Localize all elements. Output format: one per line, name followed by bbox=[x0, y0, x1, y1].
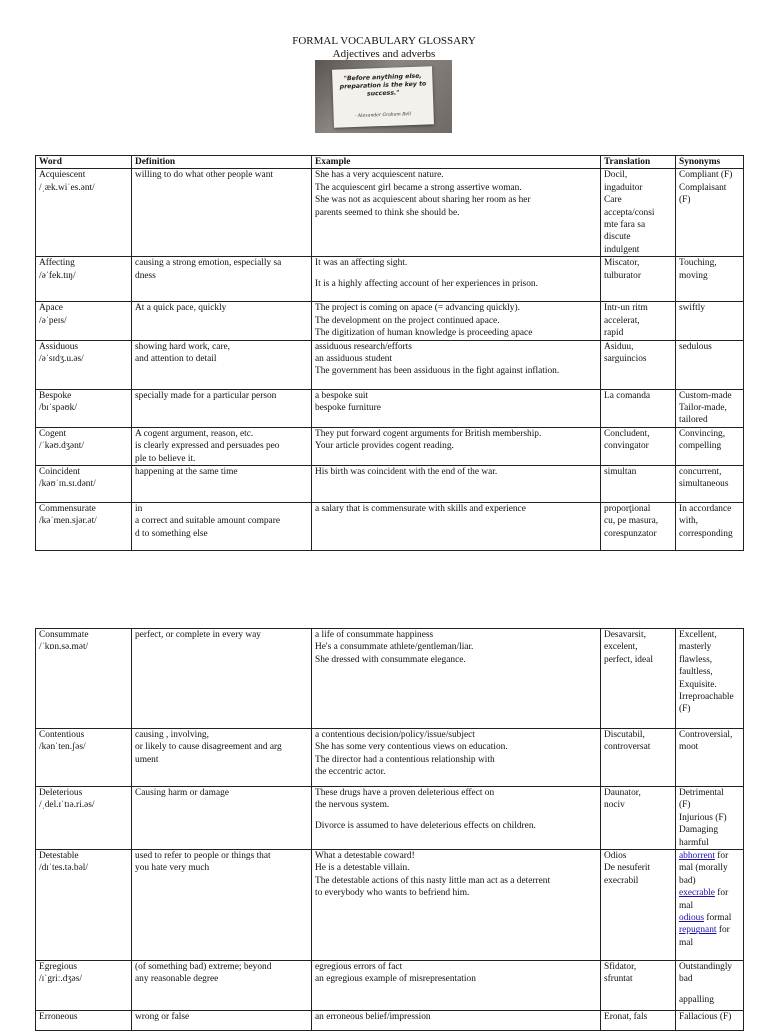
cell-line: Erroneous bbox=[39, 1012, 78, 1023]
cell-line: d to something else bbox=[135, 528, 208, 539]
word-cell bbox=[36, 1011, 132, 1031]
cell-line: /ˌæk.wiˈes.ənt/ bbox=[39, 182, 95, 193]
definition-cell bbox=[132, 466, 312, 503]
cell-line: ingaduitor bbox=[604, 182, 643, 193]
cell-line: is clearly expressed and persuades peo bbox=[135, 441, 280, 452]
word-cell bbox=[36, 340, 132, 389]
word-cell bbox=[36, 302, 132, 340]
cell-line: She dressed with consummate elegance. bbox=[315, 654, 466, 665]
cell-line: Egregious bbox=[39, 962, 78, 973]
cell-line: a bespoke suit bbox=[315, 390, 369, 401]
synonym-note: mal (morally bbox=[679, 863, 728, 874]
table-header-row bbox=[36, 156, 744, 169]
cell-line: He's a consummate athlete/gentleman/liar. bbox=[315, 642, 474, 653]
cell-line: Fallacious (F) bbox=[679, 1012, 732, 1023]
cell-line: Commensurate bbox=[39, 504, 96, 515]
translation-cell bbox=[601, 850, 676, 961]
word-cell bbox=[36, 961, 132, 1011]
cell-line: Touching, bbox=[679, 258, 717, 269]
cell-line: bespoke furniture bbox=[315, 403, 381, 414]
table-row bbox=[36, 169, 744, 257]
definition-cell bbox=[132, 340, 312, 389]
cell-line: swiftly bbox=[679, 303, 706, 314]
cell-line: Assiduous bbox=[39, 341, 79, 352]
translation-cell bbox=[601, 729, 676, 787]
cell-line: (of something bad) extreme; beyond bbox=[135, 962, 272, 973]
synonyms-cell bbox=[676, 427, 744, 465]
cell-line: Detrimental bbox=[679, 788, 724, 798]
definition-cell bbox=[132, 503, 312, 551]
synonym-link[interactable]: execrable bbox=[679, 888, 715, 899]
cell-line: accelerat, bbox=[604, 315, 640, 326]
cell-line: cu, pe masura, bbox=[604, 516, 659, 527]
cell-line: Bespoke bbox=[39, 390, 72, 401]
cell-line: Damaging bbox=[679, 825, 719, 836]
table-row bbox=[36, 302, 744, 340]
cell-line: an egregious example of misrepresentation bbox=[315, 974, 476, 985]
translation-cell bbox=[601, 1011, 676, 1031]
cell-line: Miscator, bbox=[604, 258, 640, 269]
cell-line: masterly bbox=[679, 642, 712, 653]
cell-line: Complaisant bbox=[679, 182, 727, 193]
cell-line: What a detestable coward! bbox=[315, 851, 415, 862]
cell-line: /ˌdel.ɪˈtɪə.ri.əs/ bbox=[39, 800, 95, 811]
translation-cell bbox=[601, 427, 676, 465]
example-cell bbox=[312, 302, 601, 340]
cell-line: His birth was coincident with the end of the war. bbox=[315, 467, 498, 478]
quote-text: "Before anything else, preparation is the key to success." bbox=[339, 72, 427, 98]
line-gap bbox=[679, 986, 740, 994]
cell-line bbox=[679, 937, 740, 949]
example-cell bbox=[312, 961, 601, 1011]
example-cell bbox=[312, 257, 601, 302]
word-cell bbox=[36, 466, 132, 503]
cell-line: (F) bbox=[679, 704, 691, 715]
cell-line: Custom-made bbox=[679, 390, 732, 401]
table-row bbox=[36, 389, 744, 427]
table-row bbox=[36, 257, 744, 302]
word-cell bbox=[36, 787, 132, 850]
cell-line: Outstandingly bbox=[679, 962, 733, 973]
synonym-link[interactable]: abhorrent bbox=[679, 851, 715, 862]
cell-line: a salary that is commensurate with skills and experience bbox=[315, 504, 526, 515]
cell-line: any reasonable degree bbox=[135, 974, 219, 985]
cell-line: indulgent bbox=[604, 244, 640, 255]
cell-line bbox=[679, 887, 740, 899]
word-cell bbox=[36, 427, 132, 465]
synonyms-cell bbox=[676, 729, 744, 787]
cell-line: Discutabil, bbox=[604, 730, 645, 740]
definition-cell bbox=[132, 1011, 312, 1031]
table-row bbox=[36, 466, 744, 503]
synonym-note: mal bbox=[679, 900, 694, 911]
column-header-example: Example bbox=[312, 156, 601, 169]
cell-line: (F) bbox=[679, 800, 691, 811]
synonym-note: for bbox=[714, 851, 729, 862]
cell-line: execrabil bbox=[604, 875, 639, 886]
cell-line: Tailor-made, bbox=[679, 403, 727, 414]
cell-line: causing a strong emotion, especially sa bbox=[135, 258, 282, 269]
column-header-translation: Translation bbox=[601, 156, 676, 169]
cell-line: the nervous system. bbox=[315, 800, 390, 811]
definition-cell bbox=[132, 961, 312, 1011]
cell-line: specially made for a particular person bbox=[135, 390, 277, 401]
translation-cell bbox=[601, 961, 676, 1011]
example-cell bbox=[312, 503, 601, 551]
cell-line: showing hard work, care, bbox=[135, 341, 231, 352]
cell-line: the eccentric actor. bbox=[315, 767, 386, 778]
cell-line: Exquisite. bbox=[679, 679, 717, 690]
table-row bbox=[36, 427, 744, 465]
synonyms-cell bbox=[676, 503, 744, 551]
example-cell bbox=[312, 787, 601, 850]
cell-line: willing to do what other people want bbox=[135, 170, 273, 181]
cell-line: causing , involving, bbox=[135, 730, 209, 740]
synonyms-cell bbox=[676, 302, 744, 340]
cell-line: Affecting bbox=[39, 258, 75, 269]
cell-line: He is a detestable villain. bbox=[315, 863, 410, 874]
synonyms-cell bbox=[676, 629, 744, 729]
example-cell bbox=[312, 340, 601, 389]
definition-cell bbox=[132, 629, 312, 729]
table-row bbox=[36, 850, 744, 961]
synonyms-cell bbox=[676, 466, 744, 503]
column-header-synonyms: Synonyms bbox=[676, 156, 744, 169]
example-cell bbox=[312, 629, 601, 729]
definition-cell bbox=[132, 787, 312, 850]
translation-cell bbox=[601, 503, 676, 551]
cell-line: Cogent bbox=[39, 428, 67, 439]
cell-line: Excellent, bbox=[679, 630, 717, 640]
cell-line: a life of consummate happiness bbox=[315, 630, 434, 640]
cell-line: Your article provides cogent reading. bbox=[315, 441, 454, 452]
cell-line: Consummate bbox=[39, 630, 89, 640]
translation-cell bbox=[601, 169, 676, 257]
cell-line: moving bbox=[679, 270, 708, 281]
cell-line: parents seemed to think she should be. bbox=[315, 207, 460, 218]
cell-line: She was not as acquiescent about sharing her room as her bbox=[315, 195, 531, 206]
cell-line: controversat bbox=[604, 742, 651, 753]
cell-line bbox=[679, 862, 740, 874]
example-cell bbox=[312, 427, 601, 465]
cell-line: Irreproachable bbox=[679, 692, 734, 703]
line-gap bbox=[315, 812, 597, 820]
cell-line: /bɪˈspəʊk/ bbox=[39, 403, 77, 414]
table-row bbox=[36, 629, 744, 729]
table-row bbox=[36, 340, 744, 389]
cell-line: ple to believe it. bbox=[135, 453, 196, 464]
translation-cell bbox=[601, 629, 676, 729]
cell-line: The acquiescent girl became a strong assertive woman. bbox=[315, 182, 522, 193]
synonyms-cell bbox=[676, 340, 744, 389]
translation-cell bbox=[601, 257, 676, 302]
cell-line: Asiduu, bbox=[604, 341, 634, 352]
cell-line: convingator bbox=[604, 441, 649, 452]
definition-cell bbox=[132, 850, 312, 961]
synonym-note: bad) bbox=[679, 875, 696, 886]
cell-line: Compliant (F) bbox=[679, 170, 733, 181]
column-header-word: Word bbox=[36, 156, 132, 169]
example-cell bbox=[312, 389, 601, 427]
cell-line: proporţional bbox=[604, 504, 651, 515]
cell-line: sarguincios bbox=[604, 354, 647, 365]
definition-cell bbox=[132, 427, 312, 465]
cell-line: Deleterious bbox=[39, 788, 83, 798]
synonyms-cell bbox=[676, 961, 744, 1011]
cell-line: perfect, ideal bbox=[604, 654, 653, 665]
word-cell bbox=[36, 629, 132, 729]
table-body-1 bbox=[36, 169, 744, 551]
cell-line: or likely to cause disagreement and arg bbox=[135, 742, 282, 753]
cell-line: compelling bbox=[679, 441, 722, 452]
cell-line: Daunator, bbox=[604, 788, 641, 798]
cell-line: used to refer to people or things that bbox=[135, 851, 271, 862]
synonym-note: for bbox=[716, 925, 730, 936]
example-cell bbox=[312, 850, 601, 961]
cell-line: The government has been assiduous in the fight against inflation. bbox=[315, 366, 560, 377]
synonyms-cell bbox=[676, 787, 744, 850]
cell-line: Odios bbox=[604, 851, 627, 862]
cell-line: Sfidator, bbox=[604, 962, 637, 973]
cell-line: accepta/consi bbox=[604, 207, 655, 218]
definition-cell bbox=[132, 257, 312, 302]
cell-line: a correct and suitable amount compare bbox=[135, 516, 280, 527]
cell-line: Desavarsit, bbox=[604, 630, 646, 640]
cell-line: moot bbox=[679, 742, 699, 753]
synonym-note: for bbox=[714, 888, 729, 899]
cell-line: /dɪˈtes.tə.bəl/ bbox=[39, 863, 88, 874]
cell-line: A cogent argument, reason, etc. bbox=[135, 428, 254, 439]
cell-line: /ˈkəʊ.dʒənt/ bbox=[39, 441, 84, 452]
cell-line: simultaneous bbox=[679, 479, 729, 490]
cell-line: ument bbox=[135, 754, 159, 765]
quote-image bbox=[315, 60, 452, 133]
cell-line: Divorce is assumed to have deleterious effects on children. bbox=[315, 820, 536, 831]
cell-line: /əˈsɪdʒ.u.əs/ bbox=[39, 354, 84, 365]
cell-line: Acquiescent bbox=[39, 170, 86, 181]
cell-line: appalling bbox=[679, 994, 714, 1005]
cell-line: faultless, bbox=[679, 667, 713, 678]
synonyms-cell bbox=[676, 850, 744, 961]
cell-line: Docil, bbox=[604, 170, 628, 181]
cell-line: Apace bbox=[39, 303, 63, 314]
cell-line: dness bbox=[135, 270, 156, 281]
quote-author: - Alexander Graham Bell bbox=[354, 112, 412, 119]
translation-cell bbox=[601, 466, 676, 503]
translation-cell bbox=[601, 787, 676, 850]
cell-line: The development on the project continued apace. bbox=[315, 315, 500, 326]
table-row bbox=[36, 787, 744, 850]
definition-cell bbox=[132, 302, 312, 340]
translation-cell bbox=[601, 340, 676, 389]
cell-line: /əˈfek.tɪŋ/ bbox=[39, 270, 76, 281]
cell-line: nociv bbox=[604, 800, 625, 811]
definition-cell bbox=[132, 729, 312, 787]
example-cell bbox=[312, 1011, 601, 1031]
cell-line: happening at the same time bbox=[135, 467, 238, 478]
cell-line: Coincident bbox=[39, 467, 81, 478]
cell-line bbox=[679, 924, 740, 936]
cell-line: Injurious (F) bbox=[679, 812, 727, 823]
cell-line: The project is coming on apace (= advancing quickly). bbox=[315, 303, 520, 314]
cell-line: Detestable bbox=[39, 851, 79, 862]
cell-line: in bbox=[135, 504, 143, 515]
column-header-definition: Definition bbox=[132, 156, 312, 169]
cell-line: flawless, bbox=[679, 654, 713, 665]
synonym-note: formal bbox=[704, 913, 732, 924]
cell-line: wrong or false bbox=[135, 1012, 190, 1023]
translation-cell bbox=[601, 302, 676, 340]
cell-line: a contentious decision/policy/issue/subject bbox=[315, 730, 475, 740]
cell-line: Causing harm or damage bbox=[135, 788, 229, 798]
synonyms-cell bbox=[676, 389, 744, 427]
cell-line bbox=[679, 912, 740, 924]
example-cell bbox=[312, 729, 601, 787]
cell-line: /kəʊˈɪn.sɪ.dənt/ bbox=[39, 479, 96, 490]
cell-line: /əˈpeɪs/ bbox=[39, 315, 67, 326]
cell-line: corresponding bbox=[679, 528, 733, 539]
cell-line: It was an affecting sight. bbox=[315, 258, 408, 269]
word-cell bbox=[36, 389, 132, 427]
cell-line: mte fara sa bbox=[604, 220, 646, 231]
cell-line: sfruntat bbox=[604, 974, 633, 985]
cell-line: They put forward cogent arguments for British membership. bbox=[315, 428, 542, 439]
cell-line: Convincing, bbox=[679, 428, 726, 439]
synonym-link[interactable]: odious bbox=[679, 913, 705, 924]
cell-line: Care bbox=[604, 195, 622, 206]
glossary-table-1 bbox=[35, 155, 744, 551]
word-cell bbox=[36, 729, 132, 787]
cell-line: In accordance bbox=[679, 504, 732, 515]
line-gap bbox=[315, 270, 597, 278]
cell-line: and attention to detail bbox=[135, 354, 217, 365]
synonyms-cell bbox=[676, 257, 744, 302]
cell-line: Intr-un ritm bbox=[604, 303, 648, 314]
cell-line: /kəˈmen.sjər.ət/ bbox=[39, 516, 97, 527]
cell-line: concurrent, bbox=[679, 467, 722, 478]
cell-line: egregious errors of fact bbox=[315, 962, 403, 973]
cell-line: you hate very much bbox=[135, 863, 210, 874]
table-row bbox=[36, 961, 744, 1011]
synonyms-cell bbox=[676, 1011, 744, 1031]
cell-line: perfect, or complete in every way bbox=[135, 630, 261, 640]
cell-line: /ɪˈgriː.dʒəs/ bbox=[39, 974, 82, 985]
definition-cell bbox=[132, 389, 312, 427]
synonym-link[interactable]: repugnant bbox=[679, 925, 717, 936]
cell-line: She has some very contentious views on education. bbox=[315, 742, 508, 753]
page-title: FORMAL VOCABULARY GLOSSARY bbox=[292, 35, 476, 47]
cell-line: (F) bbox=[679, 195, 691, 206]
definition-cell bbox=[132, 169, 312, 257]
cell-line: discute bbox=[604, 232, 631, 243]
cell-line: La comanda bbox=[604, 390, 651, 401]
cell-line: Controversial, bbox=[679, 730, 733, 740]
cell-line: De nesuferit bbox=[604, 863, 651, 874]
cell-line: Eronat, fals bbox=[604, 1012, 648, 1023]
example-cell bbox=[312, 466, 601, 503]
cell-line: These drugs have a proven deleterious effect on bbox=[315, 788, 495, 798]
word-cell bbox=[36, 169, 132, 257]
cell-line: At a quick pace, quickly bbox=[135, 303, 227, 314]
cell-line: Contentious bbox=[39, 730, 85, 740]
translation-cell bbox=[601, 389, 676, 427]
word-cell bbox=[36, 503, 132, 551]
cell-line: tulburator bbox=[604, 270, 641, 281]
cell-line: The digitization of human knowledge is proceeding apace bbox=[315, 328, 533, 339]
page-subtitle: Adjectives and adverbs bbox=[332, 48, 436, 60]
cell-line: It is a highly affecting account of her experiences in prison. bbox=[315, 278, 538, 289]
table-row bbox=[36, 503, 744, 551]
cell-line: tailored bbox=[679, 415, 708, 426]
cell-line bbox=[679, 850, 740, 862]
cell-line: She has a very acquiescent nature. bbox=[315, 170, 444, 181]
cell-line: to everybody who wants to befriend him. bbox=[315, 888, 470, 899]
example-cell bbox=[312, 169, 601, 257]
cell-line: simultan bbox=[604, 467, 637, 478]
cell-line: The detestable actions of this nasty little man act as a deterrent bbox=[315, 875, 551, 886]
word-cell bbox=[36, 257, 132, 302]
synonym-note: mal bbox=[679, 937, 694, 948]
cell-line: /ˈkɒn.sə.mət/ bbox=[39, 642, 89, 653]
cell-line: an assiduous student bbox=[315, 354, 393, 365]
cell-line: excelent, bbox=[604, 642, 638, 653]
cell-line: corespunzator bbox=[604, 528, 657, 539]
cell-line: rapid bbox=[604, 328, 624, 339]
table-row bbox=[36, 1011, 744, 1031]
cell-line: sedulous bbox=[679, 341, 712, 352]
cell-line: The director had a contentious relationship with bbox=[315, 754, 495, 765]
table-row bbox=[36, 729, 744, 787]
word-cell bbox=[36, 850, 132, 961]
cell-line bbox=[679, 900, 740, 912]
glossary-table-2 bbox=[35, 628, 744, 1031]
cell-line: an erroneous belief/impression bbox=[315, 1012, 431, 1023]
cell-line: harmful bbox=[679, 837, 709, 848]
cell-line bbox=[679, 875, 740, 887]
table-body-2 bbox=[36, 629, 744, 1031]
cell-line: assiduous research/efforts bbox=[315, 341, 412, 352]
synonyms-cell bbox=[676, 169, 744, 257]
cell-line: with, bbox=[679, 516, 699, 527]
cell-line: Concludent, bbox=[604, 428, 650, 439]
cell-line: /kənˈten.ʃəs/ bbox=[39, 742, 86, 753]
cell-line: bad bbox=[679, 974, 693, 985]
